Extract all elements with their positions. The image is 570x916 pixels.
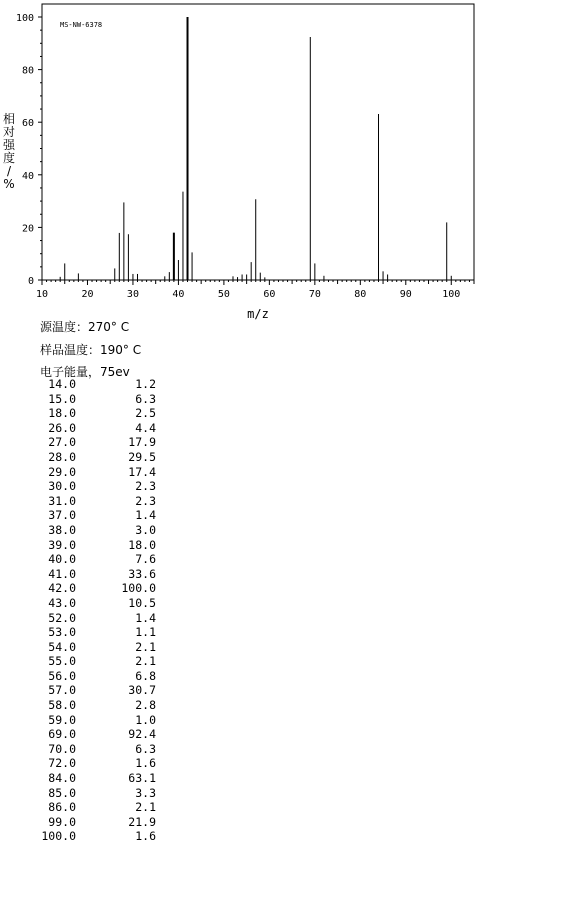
mz-value: 26.0 bbox=[48, 420, 76, 435]
y-tick-label: 40 bbox=[21, 170, 34, 182]
mz-value: 99.0 bbox=[48, 814, 76, 829]
mz-value: 69.0 bbox=[48, 727, 76, 742]
mz-value: 59.0 bbox=[48, 712, 76, 727]
table-row bbox=[28, 698, 156, 713]
y-axis bbox=[16, 13, 42, 287]
intensity-value: 18.0 bbox=[128, 537, 156, 552]
intensity-value: 4.4 bbox=[135, 420, 156, 435]
intensity-value: 2.8 bbox=[135, 698, 156, 713]
mz-value: 55.0 bbox=[48, 654, 76, 669]
intensity-value: 33.6 bbox=[128, 566, 156, 581]
intensity-value: 92.4 bbox=[128, 727, 156, 742]
mz-value: 86.0 bbox=[48, 800, 76, 815]
mz-value: 72.0 bbox=[48, 756, 76, 771]
x-tick-label: 70 bbox=[308, 289, 321, 300]
mz-value: 70.0 bbox=[48, 741, 76, 756]
intensity-value: 2.5 bbox=[135, 406, 156, 421]
table-row bbox=[28, 786, 156, 801]
table-row bbox=[28, 756, 156, 771]
intensity-value: 29.5 bbox=[128, 449, 156, 464]
intensity-value: 2.1 bbox=[135, 639, 156, 654]
mz-value: 31.0 bbox=[48, 493, 76, 508]
table-row bbox=[28, 713, 156, 728]
y-tick-label: 80 bbox=[21, 65, 34, 77]
table-row bbox=[28, 669, 156, 684]
table-row bbox=[28, 392, 156, 407]
table-row bbox=[28, 727, 156, 742]
mz-value: 14.0 bbox=[48, 377, 76, 391]
mz-value: 43.0 bbox=[48, 595, 76, 610]
y-tick-label: 100 bbox=[15, 13, 34, 24]
plot-frame bbox=[42, 4, 474, 280]
x-tick-label: 60 bbox=[263, 289, 276, 300]
x-tick-label: 100 bbox=[442, 289, 461, 300]
x-tick-label: 30 bbox=[126, 289, 139, 300]
table-row bbox=[28, 450, 156, 465]
intensity-value: 6.3 bbox=[135, 741, 156, 756]
intensity-value: 2.3 bbox=[135, 493, 156, 508]
intensity-value: 7.6 bbox=[135, 552, 156, 567]
table-row bbox=[28, 538, 156, 553]
intensity-value: 63.1 bbox=[128, 771, 156, 786]
table-row bbox=[28, 479, 156, 494]
intensity-value: 30.7 bbox=[128, 683, 156, 698]
intensity-value: 1.4 bbox=[135, 610, 156, 625]
y-tick-label: 60 bbox=[21, 118, 34, 130]
sample-temperature: 样品温度：190° C bbox=[40, 343, 142, 357]
table-row bbox=[28, 508, 156, 523]
intensity-value: 1.1 bbox=[135, 625, 156, 640]
mz-value: 52.0 bbox=[48, 610, 76, 625]
mz-value: 30.0 bbox=[48, 479, 76, 494]
table-row bbox=[28, 523, 156, 538]
x-tick-label: 80 bbox=[354, 289, 367, 300]
peak-table bbox=[28, 377, 156, 844]
x-axis-label: m/z bbox=[247, 307, 269, 321]
intensity-value: 100.0 bbox=[121, 581, 156, 596]
intensity-value: 2.1 bbox=[135, 654, 156, 669]
mz-value: 29.0 bbox=[48, 464, 76, 479]
intensity-value: 1.2 bbox=[135, 377, 156, 391]
intensity-value: 3.3 bbox=[135, 785, 156, 800]
mz-value: 40.0 bbox=[48, 552, 76, 567]
mz-value: 38.0 bbox=[48, 522, 76, 537]
table-row bbox=[28, 421, 156, 436]
mz-value: 41.0 bbox=[48, 566, 76, 581]
x-tick-label: 90 bbox=[399, 289, 412, 300]
intensity-value: 2.3 bbox=[135, 479, 156, 494]
spectrum-bars bbox=[60, 17, 451, 280]
mz-value: 53.0 bbox=[48, 625, 76, 640]
x-axis bbox=[36, 280, 474, 300]
spectrum-id-annotation: MS-NW-6378 bbox=[60, 21, 103, 29]
y-axis-label: 相对强度/ % bbox=[2, 112, 16, 191]
mz-value: 56.0 bbox=[48, 668, 76, 683]
table-row bbox=[28, 435, 156, 450]
table-row bbox=[28, 377, 156, 392]
y-tick-label: 0 bbox=[27, 276, 34, 287]
table-row bbox=[28, 800, 156, 815]
table-row bbox=[28, 771, 156, 786]
intensity-value: 1.6 bbox=[135, 756, 156, 771]
intensity-value: 17.9 bbox=[128, 435, 156, 450]
table-row bbox=[28, 683, 156, 698]
intensity-value: 6.8 bbox=[135, 668, 156, 683]
intensity-value: 2.1 bbox=[135, 800, 156, 815]
mz-value: 100.0 bbox=[41, 829, 76, 844]
table-row bbox=[28, 611, 156, 626]
table-row bbox=[28, 829, 156, 844]
table-row bbox=[28, 552, 156, 567]
table-row bbox=[28, 596, 156, 611]
table-row bbox=[28, 640, 156, 655]
mz-value: 39.0 bbox=[48, 537, 76, 552]
table-row bbox=[28, 815, 156, 830]
table-row bbox=[28, 625, 156, 640]
intensity-value: 10.5 bbox=[128, 595, 156, 610]
intensity-value: 17.4 bbox=[128, 464, 156, 479]
mz-value: 42.0 bbox=[48, 581, 76, 596]
table-row bbox=[28, 581, 156, 596]
x-tick-label: 40 bbox=[172, 289, 185, 300]
mz-value: 85.0 bbox=[48, 785, 76, 800]
table-row bbox=[28, 654, 156, 669]
x-tick-label: 10 bbox=[35, 289, 49, 300]
table-row bbox=[28, 494, 156, 509]
mz-value: 15.0 bbox=[48, 391, 76, 406]
intensity-value: 1.0 bbox=[135, 712, 156, 727]
mz-value: 27.0 bbox=[48, 435, 76, 450]
x-tick-label: 20 bbox=[81, 289, 94, 300]
y-tick-label: 20 bbox=[21, 223, 34, 235]
mz-value: 54.0 bbox=[48, 639, 76, 654]
electron-energy: 电子能量，75ev bbox=[40, 365, 130, 379]
intensity-value: 21.9 bbox=[128, 814, 156, 829]
intensity-value: 1.6 bbox=[135, 829, 156, 844]
mz-value: 84.0 bbox=[48, 771, 76, 786]
mz-value: 28.0 bbox=[48, 449, 76, 464]
intensity-value: 1.4 bbox=[135, 508, 156, 523]
mz-value: 58.0 bbox=[48, 698, 76, 713]
source-temperature: 源温度：270° C bbox=[40, 320, 130, 334]
table-row bbox=[28, 742, 156, 757]
mz-value: 18.0 bbox=[48, 406, 76, 421]
table-row bbox=[28, 567, 156, 582]
intensity-value: 3.0 bbox=[135, 522, 156, 537]
intensity-value: 6.3 bbox=[135, 391, 156, 406]
table-row bbox=[28, 406, 156, 421]
mass-spectrum-chart bbox=[0, 0, 570, 330]
x-tick-label: 50 bbox=[217, 289, 230, 300]
mz-value: 57.0 bbox=[48, 683, 76, 698]
mz-value: 37.0 bbox=[48, 508, 76, 523]
table-row bbox=[28, 465, 156, 480]
